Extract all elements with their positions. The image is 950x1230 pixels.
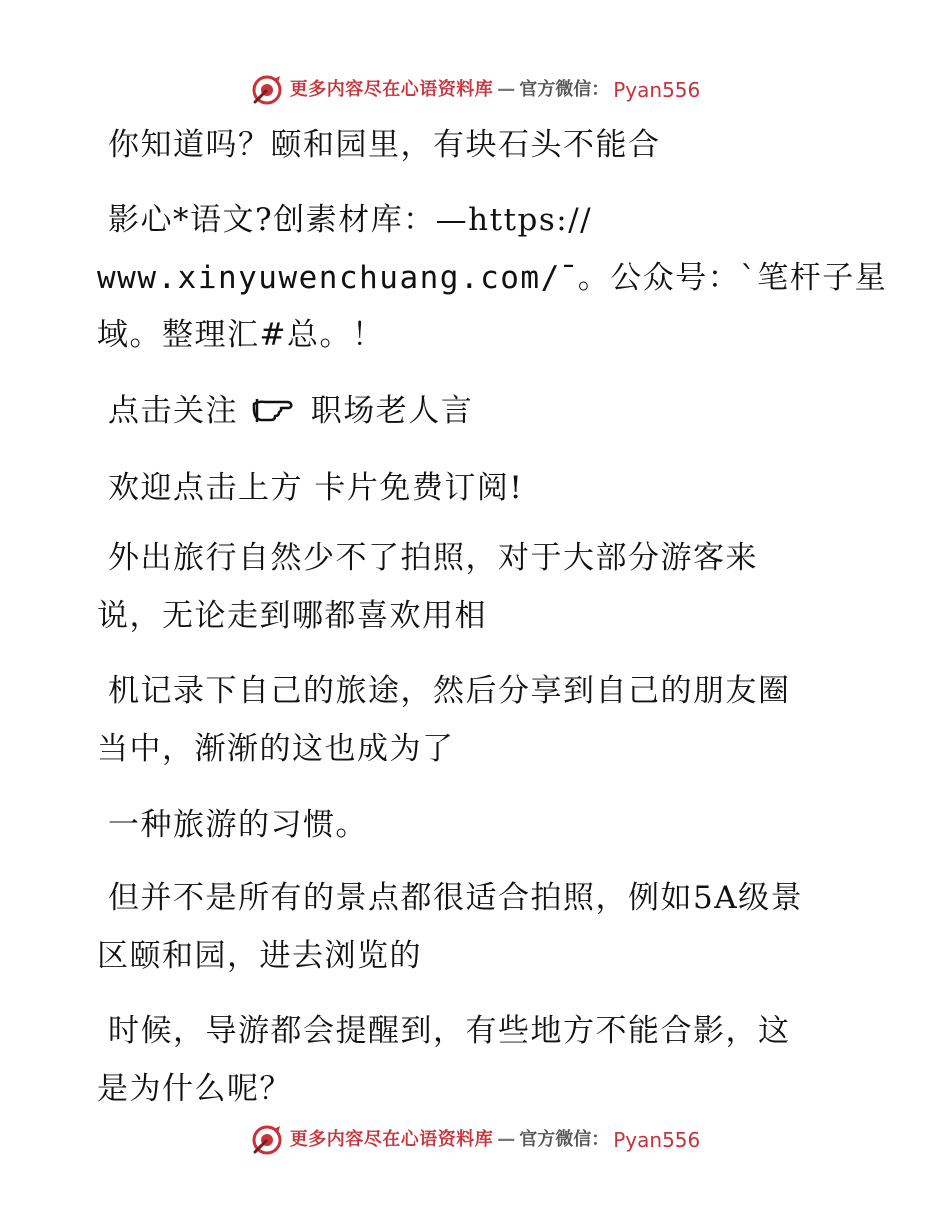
text-line-14: 时候，导游都会提醒到，有些地方不能合影，这 [108, 1013, 791, 1049]
text-line-9: 机记录下自己的旅途，然后分享到自己的朋友圈 [108, 673, 791, 709]
account-name: 职场老人言 [310, 393, 474, 429]
website-url: www.xinyuwenchuang.com/ [97, 260, 561, 296]
header-banner [0, 70, 950, 110]
text-line-1: 你知道吗？颐和园里，有块石头不能合 [108, 127, 661, 163]
text-line-4: 域。整理汇#总。！ [97, 317, 385, 353]
text-line-2: 影心*语文?创素材库：—https:// [108, 202, 593, 238]
banner-dash: — [497, 1129, 516, 1150]
banner-wechat-id: Pyan556 [613, 1128, 701, 1152]
banner-wechat-id: Pyan556 [613, 78, 701, 102]
footer-banner [0, 1120, 950, 1160]
banner-dash: — [497, 79, 516, 100]
wechat-account-text: ¯。公众号：`笔杆子星 [560, 260, 888, 296]
text-line-3 [97, 260, 888, 296]
text-line-6: 欢迎点击上方 卡片免费订阅! [108, 470, 524, 506]
banner-slogan: 更多内容尽在心语资料库 [289, 1129, 494, 1150]
text-line-8: 说，无论走到哪都喜欢用相 [97, 598, 487, 634]
pen-logo-icon [250, 1123, 284, 1157]
text-line-10: 当中，渐渐的这也成为了 [97, 731, 455, 767]
banner-slogan: 更多内容尽在心语资料库 [289, 79, 494, 100]
banner-wechat-label: 官方微信： [519, 1129, 610, 1150]
pointing-hand-icon [251, 395, 293, 425]
text-line-5 [108, 395, 473, 427]
pen-logo-icon [250, 73, 284, 107]
text-line-15: 是为什么呢？ [97, 1071, 292, 1107]
banner-wechat-label: 官方微信： [519, 79, 610, 100]
text-line-13: 区颐和园，进去浏览的 [97, 938, 422, 974]
follow-text: 点击关注 [108, 393, 238, 429]
text-line-11: 一种旅游的习惯。 [108, 807, 368, 843]
text-line-12: 但并不是所有的景点都很适合拍照，例如5A级景 [108, 880, 804, 916]
text-line-7: 外出旅行自然少不了拍照，对于大部分游客来 [108, 540, 758, 576]
